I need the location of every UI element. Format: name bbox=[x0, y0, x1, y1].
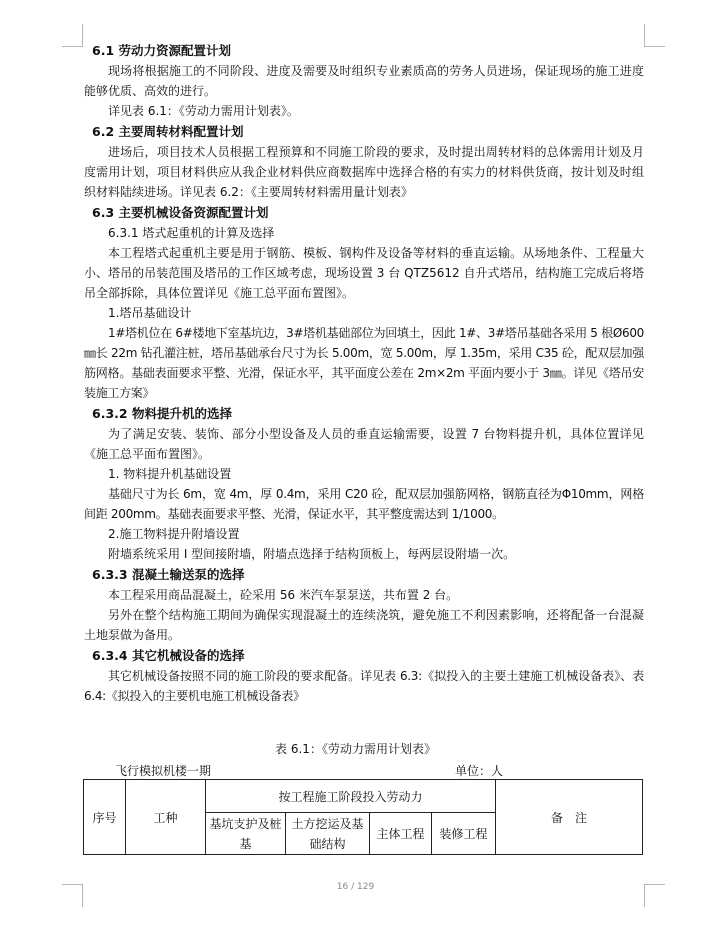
paragraph: 为了满足安装、装饰、部分小型设备及人员的垂直运输需要，设置 7 台物料提升机，具体位置详见《施工总平面布置图》。 bbox=[84, 427, 644, 461]
paragraph: 1#塔机位在 6#楼地下室基坑边，3#塔机基础部位为回填土，因此 1#、3#塔吊基础各采用 5 根Ø600 ㎜长 22m 钻孔灌注桩，塔吊基础承台尺寸为长 5.00m，宽 5.00m，厚 1.35m，采用 C35 砼，配双层加强筋网格。基础表面要求平整、光滑，保证水平，其平面度公差在 2m×2m 平面内要小于 3㎜。详见《塔吊安装施工方案》 bbox=[84, 326, 644, 400]
paragraph: 附墙系统采用 I 型间接附墙，附墙点选择于结构顶板上，每两层设附墙一次。 bbox=[108, 547, 516, 561]
crop-mark-top-right bbox=[644, 24, 665, 47]
paragraph: 进场后，项目技术人员根据工程预算和不同施工阶段的要求，及时提出周转材料的总体需用计划及月度需用计划，项目材料供应从我企业材料供应商数据库中选择合格的有实力的材料供货商，按计划及时组织材料陆续进场。详见表 6.2：《主要周转材料需用量计划表》 bbox=[84, 145, 644, 199]
subheading-6-3-3: 6.3.3 混凝土输送泵的选择 bbox=[92, 567, 245, 582]
list-item: 2.施工物料提升附墙设置 bbox=[108, 527, 240, 541]
paragraph: 详见表 6.1：《劳动力需用计划表》。 bbox=[108, 104, 299, 118]
header-remark: 备 注 bbox=[496, 780, 643, 855]
header-stage: 主体工程 bbox=[370, 813, 432, 855]
project-name: 飞行模拟机楼一期 bbox=[115, 764, 212, 778]
subheading-6-3-1: 6.3.1 塔式起重机的计算及选择 bbox=[108, 226, 275, 240]
subheading-6-3-4: 6.3.4 其它机械设备的选择 bbox=[92, 648, 245, 663]
header-stage: 土方挖运及基础结构 bbox=[286, 813, 370, 855]
paragraph: 本工程塔式起重机主要是用于钢筋、模板、钢构件及设备等材料的垂直运输。从场地条件、工程量大小、塔吊的吊装范围及塔吊的工作区域考虑，现场设置 3 台 QTZ5612 自升式塔吊，结构施工完成后将塔吊全部拆除，具体位置详见《施工总平面布置图》。 bbox=[84, 246, 644, 300]
crop-mark-top-left bbox=[62, 24, 83, 47]
document-body bbox=[84, 40, 644, 706]
heading-6-3: 6.3 主要机械设备资源配置计划 bbox=[92, 205, 269, 220]
list-item: 1.塔吊基础设计 bbox=[108, 306, 192, 320]
unit-label: 单位：人 bbox=[455, 764, 504, 778]
paragraph: 其它机械设备按照不同的施工阶段的要求配备。详见表 6.3:《拟投入的主要土建施工机械设备表》、表 6.4:《拟投入的主要机电施工机械设备表》 bbox=[84, 669, 644, 703]
heading-6-1: 6.1 劳动力资源配置计划 bbox=[92, 43, 231, 58]
page-number: 16 / 129 bbox=[336, 882, 375, 892]
header-serial-no: 序号 bbox=[84, 780, 126, 855]
subheading-6-3-2: 6.3.2 物料提升机的选择 bbox=[92, 406, 232, 421]
paragraph: 现场将根据施工的不同阶段、进度及需要及时组织专业素质高的劳务人员进场，保证现场的施工进度能够优质、高效的进行。 bbox=[84, 64, 644, 98]
paragraph: 本工程采用商品混凝土，砼采用 56 米汽车泵泵送，共布置 2 台。 bbox=[108, 588, 459, 602]
header-stage: 装修工程 bbox=[432, 813, 496, 855]
paragraph: 另外在整个结构施工期间为确保实现混凝土的连续浇筑，避免施工不利因素影响，还将配备一台混凝土地泵做为备用。 bbox=[84, 608, 644, 642]
header-stage-group: 按工程施工阶段投入劳动力 bbox=[206, 780, 496, 813]
header-trade: 工种 bbox=[126, 780, 206, 855]
paragraph: 基础尺寸为长 6m，宽 4m，厚 0.4m，采用 C20 砼，配双层加强筋网格，钢筋直径为Φ10mm，网格间距 200mm。基础表面要求平整、光滑，保证水平，其平整度需达到 1/1000。 bbox=[84, 487, 644, 521]
heading-6-2: 6.2 主要周转材料配置计划 bbox=[92, 124, 244, 139]
labor-plan-table bbox=[83, 779, 643, 855]
table-caption: 表 6.1：《劳动力需用计划表》 bbox=[275, 742, 436, 756]
header-stage: 基坑支护及桩基 bbox=[206, 813, 286, 855]
list-item: 1. 物料提升机基础设置 bbox=[108, 467, 232, 481]
